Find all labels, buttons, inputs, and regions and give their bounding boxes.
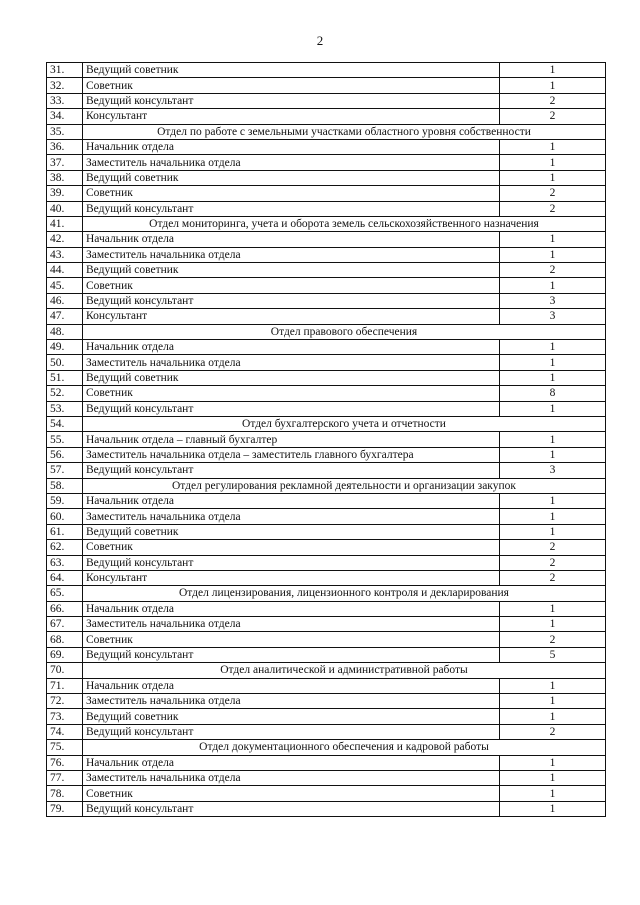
row-number: 43. bbox=[47, 247, 83, 262]
page-number: 2 bbox=[316, 33, 324, 48]
row-number: 63. bbox=[47, 555, 83, 570]
position-title: Ведущий советник bbox=[83, 524, 500, 539]
department-row bbox=[47, 216, 606, 231]
position-row bbox=[47, 801, 606, 816]
row-number: 49. bbox=[47, 340, 83, 355]
position-count: 1 bbox=[500, 139, 606, 154]
position-row bbox=[47, 355, 606, 370]
position-count: 1 bbox=[500, 401, 606, 416]
position-count: 8 bbox=[500, 386, 606, 401]
position-row bbox=[47, 340, 606, 355]
row-number: 62. bbox=[47, 540, 83, 555]
position-title: Советник bbox=[83, 786, 500, 801]
position-title: Начальник отдела – главный бухгалтер bbox=[83, 432, 500, 447]
position-count: 1 bbox=[500, 232, 606, 247]
position-row bbox=[47, 540, 606, 555]
position-row bbox=[47, 309, 606, 324]
position-count: 1 bbox=[500, 370, 606, 385]
position-count: 1 bbox=[500, 786, 606, 801]
position-count: 1 bbox=[500, 770, 606, 785]
position-row bbox=[47, 601, 606, 616]
position-count: 1 bbox=[500, 340, 606, 355]
position-title: Ведущий советник bbox=[83, 170, 500, 185]
position-count: 1 bbox=[500, 524, 606, 539]
row-number: 76. bbox=[47, 755, 83, 770]
position-title: Заместитель начальника отдела bbox=[83, 509, 500, 524]
position-count: 2 bbox=[500, 263, 606, 278]
position-row bbox=[47, 109, 606, 124]
department-title: Отдел аналитической и административной работы bbox=[83, 663, 606, 678]
position-title: Начальник отдела bbox=[83, 139, 500, 154]
row-number: 34. bbox=[47, 109, 83, 124]
staff-table-body bbox=[47, 63, 606, 817]
row-number: 73. bbox=[47, 709, 83, 724]
position-row bbox=[47, 186, 606, 201]
position-row bbox=[47, 724, 606, 739]
row-number: 78. bbox=[47, 786, 83, 801]
row-number: 60. bbox=[47, 509, 83, 524]
position-count: 1 bbox=[500, 493, 606, 508]
row-number: 75. bbox=[47, 740, 83, 755]
position-count: 1 bbox=[500, 355, 606, 370]
department-title: Отдел правового обеспечения bbox=[83, 324, 606, 339]
row-number: 72. bbox=[47, 694, 83, 709]
position-count: 5 bbox=[500, 647, 606, 662]
position-title: Заместитель начальника отдела – заместитель главного бухгалтера bbox=[83, 447, 500, 462]
position-title: Заместитель начальника отдела bbox=[83, 355, 500, 370]
position-row bbox=[47, 570, 606, 585]
position-count: 3 bbox=[500, 309, 606, 324]
position-title: Ведущий советник bbox=[83, 370, 500, 385]
position-row bbox=[47, 509, 606, 524]
position-count: 2 bbox=[500, 632, 606, 647]
row-number: 50. bbox=[47, 355, 83, 370]
position-count: 2 bbox=[500, 201, 606, 216]
position-title: Ведущий консультант bbox=[83, 724, 500, 739]
position-row bbox=[47, 247, 606, 262]
department-title: Отдел документационного обеспечения и кадровой работы bbox=[83, 740, 606, 755]
position-row bbox=[47, 232, 606, 247]
position-title: Консультант bbox=[83, 309, 500, 324]
position-row bbox=[47, 617, 606, 632]
position-count: 1 bbox=[500, 447, 606, 462]
position-row bbox=[47, 770, 606, 785]
department-title: Отдел мониторинга, учета и оборота земель сельскохозяйственного назначения bbox=[83, 216, 606, 231]
row-number: 64. bbox=[47, 570, 83, 585]
position-row bbox=[47, 170, 606, 185]
position-title: Начальник отдела bbox=[83, 232, 500, 247]
row-number: 57. bbox=[47, 463, 83, 478]
position-title: Начальник отдела bbox=[83, 678, 500, 693]
staff-table bbox=[46, 62, 606, 817]
position-row bbox=[47, 632, 606, 647]
row-number: 47. bbox=[47, 309, 83, 324]
department-title: Отдел регулирования рекламной деятельности и организации закупок bbox=[83, 478, 606, 493]
position-title: Ведущий консультант bbox=[83, 463, 500, 478]
row-number: 74. bbox=[47, 724, 83, 739]
department-row bbox=[47, 663, 606, 678]
position-row bbox=[47, 139, 606, 154]
row-number: 48. bbox=[47, 324, 83, 339]
department-title: Отдел лицензирования, лицензионного контроля и декларирования bbox=[83, 586, 606, 601]
position-count: 2 bbox=[500, 186, 606, 201]
position-title: Заместитель начальника отдела bbox=[83, 770, 500, 785]
position-count: 1 bbox=[500, 755, 606, 770]
position-count: 1 bbox=[500, 694, 606, 709]
position-count: 1 bbox=[500, 709, 606, 724]
position-row bbox=[47, 401, 606, 416]
row-number: 69. bbox=[47, 647, 83, 662]
row-number: 39. bbox=[47, 186, 83, 201]
position-row bbox=[47, 370, 606, 385]
position-title: Советник bbox=[83, 540, 500, 555]
department-title: Отдел по работе с земельными участками областного уровня собственности bbox=[83, 124, 606, 139]
position-row bbox=[47, 432, 606, 447]
position-title: Ведущий консультант bbox=[83, 293, 500, 308]
position-row bbox=[47, 201, 606, 216]
row-number: 70. bbox=[47, 663, 83, 678]
position-count: 1 bbox=[500, 432, 606, 447]
position-row bbox=[47, 93, 606, 108]
position-title: Ведущий консультант bbox=[83, 647, 500, 662]
row-number: 32. bbox=[47, 78, 83, 93]
row-number: 33. bbox=[47, 93, 83, 108]
position-row bbox=[47, 555, 606, 570]
row-number: 37. bbox=[47, 155, 83, 170]
position-title: Начальник отдела bbox=[83, 340, 500, 355]
position-title: Начальник отдела bbox=[83, 601, 500, 616]
position-count: 1 bbox=[500, 617, 606, 632]
position-count: 2 bbox=[500, 540, 606, 555]
row-number: 45. bbox=[47, 278, 83, 293]
position-title: Советник bbox=[83, 632, 500, 647]
position-count: 3 bbox=[500, 293, 606, 308]
row-number: 79. bbox=[47, 801, 83, 816]
department-row bbox=[47, 416, 606, 431]
position-count: 1 bbox=[500, 278, 606, 293]
position-count: 1 bbox=[500, 170, 606, 185]
position-title: Ведущий советник bbox=[83, 63, 500, 78]
position-title: Заместитель начальника отдела bbox=[83, 617, 500, 632]
position-title: Советник bbox=[83, 278, 500, 293]
position-title: Консультант bbox=[83, 570, 500, 585]
position-row bbox=[47, 463, 606, 478]
row-number: 41. bbox=[47, 216, 83, 231]
position-title: Ведущий советник bbox=[83, 263, 500, 278]
position-count: 1 bbox=[500, 801, 606, 816]
position-row bbox=[47, 524, 606, 539]
position-row bbox=[47, 786, 606, 801]
position-row bbox=[47, 278, 606, 293]
position-row bbox=[47, 694, 606, 709]
position-count: 2 bbox=[500, 109, 606, 124]
position-title: Заместитель начальника отдела bbox=[83, 694, 500, 709]
position-count: 1 bbox=[500, 678, 606, 693]
position-row bbox=[47, 263, 606, 278]
row-number: 36. bbox=[47, 139, 83, 154]
position-title: Советник bbox=[83, 386, 500, 401]
row-number: 52. bbox=[47, 386, 83, 401]
position-count: 1 bbox=[500, 247, 606, 262]
row-number: 61. bbox=[47, 524, 83, 539]
position-row bbox=[47, 293, 606, 308]
position-title: Ведущий консультант bbox=[83, 401, 500, 416]
position-count: 1 bbox=[500, 63, 606, 78]
position-title: Ведущий консультант bbox=[83, 201, 500, 216]
row-number: 46. bbox=[47, 293, 83, 308]
position-row bbox=[47, 78, 606, 93]
row-number: 54. bbox=[47, 416, 83, 431]
position-count: 2 bbox=[500, 724, 606, 739]
position-row bbox=[47, 386, 606, 401]
position-title: Заместитель начальника отдела bbox=[83, 247, 500, 262]
position-title: Начальник отдела bbox=[83, 755, 500, 770]
department-title: Отдел бухгалтерского учета и отчетности bbox=[83, 416, 606, 431]
position-title: Советник bbox=[83, 186, 500, 201]
position-title: Начальник отдела bbox=[83, 493, 500, 508]
position-row bbox=[47, 155, 606, 170]
department-row bbox=[47, 324, 606, 339]
row-number: 31. bbox=[47, 63, 83, 78]
row-number: 56. bbox=[47, 447, 83, 462]
position-title: Ведущий консультант bbox=[83, 555, 500, 570]
position-row bbox=[47, 63, 606, 78]
row-number: 35. bbox=[47, 124, 83, 139]
position-title: Заместитель начальника отдела bbox=[83, 155, 500, 170]
position-title: Ведущий консультант bbox=[83, 93, 500, 108]
position-count: 3 bbox=[500, 463, 606, 478]
row-number: 40. bbox=[47, 201, 83, 216]
department-row bbox=[47, 124, 606, 139]
row-number: 67. bbox=[47, 617, 83, 632]
position-title: Консультант bbox=[83, 109, 500, 124]
row-number: 53. bbox=[47, 401, 83, 416]
department-row bbox=[47, 478, 606, 493]
position-count: 1 bbox=[500, 509, 606, 524]
position-row bbox=[47, 709, 606, 724]
position-row bbox=[47, 647, 606, 662]
row-number: 55. bbox=[47, 432, 83, 447]
row-number: 65. bbox=[47, 586, 83, 601]
position-title: Советник bbox=[83, 78, 500, 93]
position-count: 1 bbox=[500, 601, 606, 616]
position-row bbox=[47, 493, 606, 508]
row-number: 71. bbox=[47, 678, 83, 693]
row-number: 44. bbox=[47, 263, 83, 278]
position-row bbox=[47, 447, 606, 462]
position-count: 2 bbox=[500, 93, 606, 108]
position-count: 2 bbox=[500, 555, 606, 570]
row-number: 58. bbox=[47, 478, 83, 493]
position-row bbox=[47, 678, 606, 693]
position-count: 1 bbox=[500, 78, 606, 93]
row-number: 68. bbox=[47, 632, 83, 647]
position-count: 2 bbox=[500, 570, 606, 585]
row-number: 66. bbox=[47, 601, 83, 616]
row-number: 59. bbox=[47, 493, 83, 508]
row-number: 38. bbox=[47, 170, 83, 185]
department-row bbox=[47, 740, 606, 755]
position-title: Ведущий советник bbox=[83, 709, 500, 724]
department-row bbox=[47, 586, 606, 601]
row-number: 77. bbox=[47, 770, 83, 785]
position-row bbox=[47, 755, 606, 770]
position-title: Ведущий консультант bbox=[83, 801, 500, 816]
position-count: 1 bbox=[500, 155, 606, 170]
row-number: 51. bbox=[47, 370, 83, 385]
row-number: 42. bbox=[47, 232, 83, 247]
